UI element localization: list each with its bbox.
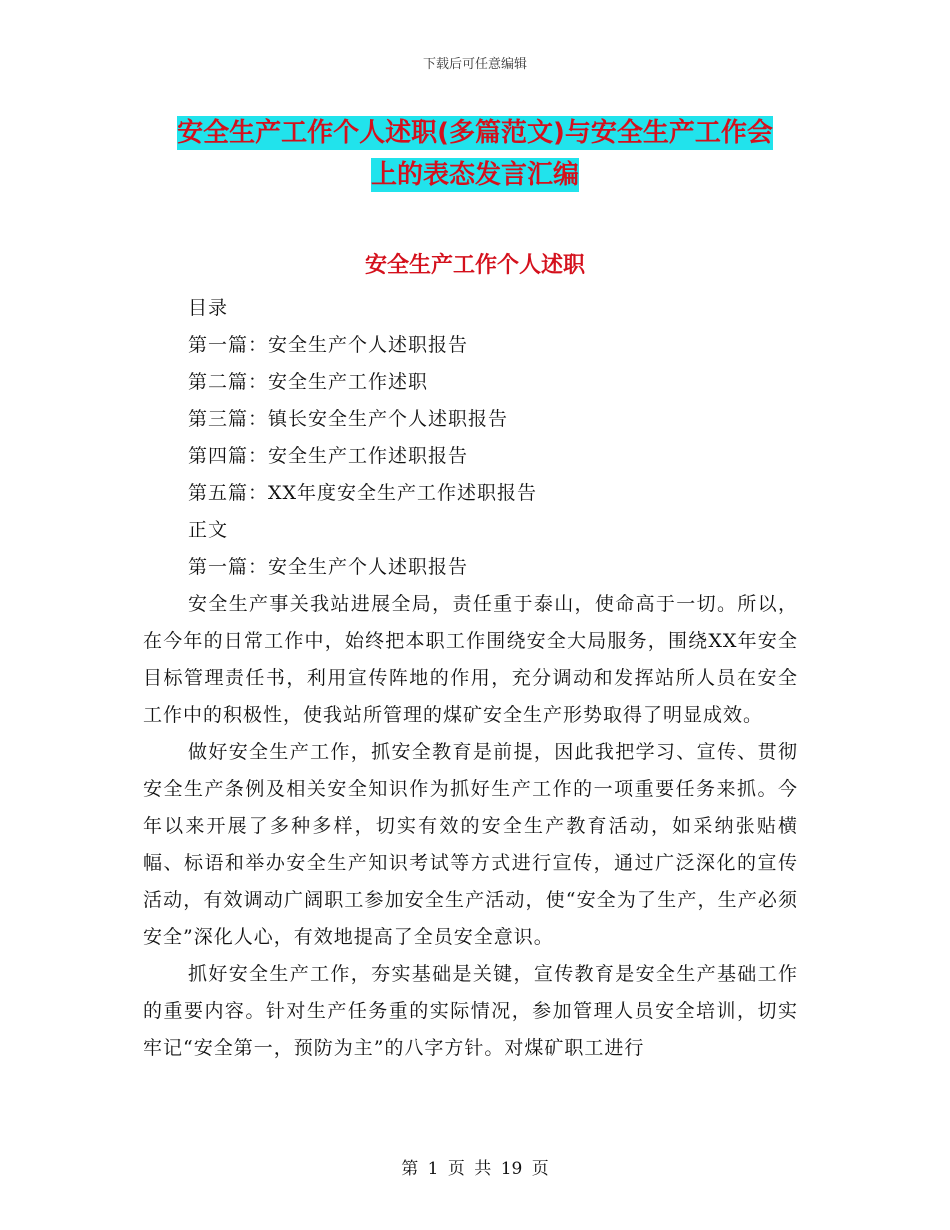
document-title-line-2: 上的表态发言汇编 [370,160,579,190]
toc-item: 第五篇：XX年度安全生产工作述职报告 [188,482,538,504]
body-paragraph: 安全生产事关我站进展全局，责任重于泰山，使命高于一切。所以，在今年的日常工作中，始终把本职工作围绕安全大局服务，围绕XX年安全目标管理责任书，利用宣传阵地的作用，充分调动和发挥站所人员在安全工作中的积极性，使我站所管理的煤矿安全生产形势取得了明显成效。 [143,593,798,726]
toc-heading: 目录 [188,297,229,319]
toc-item: 第三篇：镇长安全生产个人述职报告 [188,408,509,430]
document-body [143,290,798,1067]
section-title: 安全生产工作个人述职 [364,253,585,278]
body-paragraph: 抓好安全生产工作，夯实基础是关键，宣传教育是安全生产基础工作的重要内容。针对生产任务重的实际情况，参加管理人员安全培训，切实牢记“安全第一，预防为主”的八字方针。对煤矿职工进行 [143,963,798,1059]
toc-item: 第二篇：安全生产工作述职 [188,371,429,393]
header-note: 下载后可任意编辑 [422,57,527,72]
toc-item: 第四篇：安全生产工作述职报告 [188,445,469,467]
document-title-line-1: 安全生产工作个人述职(多篇范文)与安全生产工作会 [177,118,773,148]
document-title [150,112,800,196]
body-heading: 正文 [188,519,229,541]
page-number-footer: 第 1 页 共 19 页 [401,1159,549,1179]
article-heading: 第一篇：安全生产个人述职报告 [188,556,469,578]
body-paragraph: 做好安全生产工作，抓安全教育是前提，因此我把学习、宣传、贯彻安全生产条例及相关安全知识作为抓好生产工作的一项重要任务来抓。今年以来开展了多种多样，切实有效的安全生产教育活动，如采纳张贴横幅、标语和举办安全生产知识考试等方式进行宣传，通过广泛深化的宣传活动，有效调动广阔职工参加安全生产活动，使“安全为了生产，生产必须安全”深化人心，有效地提高了全员安全意识。 [143,741,798,948]
toc-item: 第一篇：安全生产个人述职报告 [188,334,469,356]
